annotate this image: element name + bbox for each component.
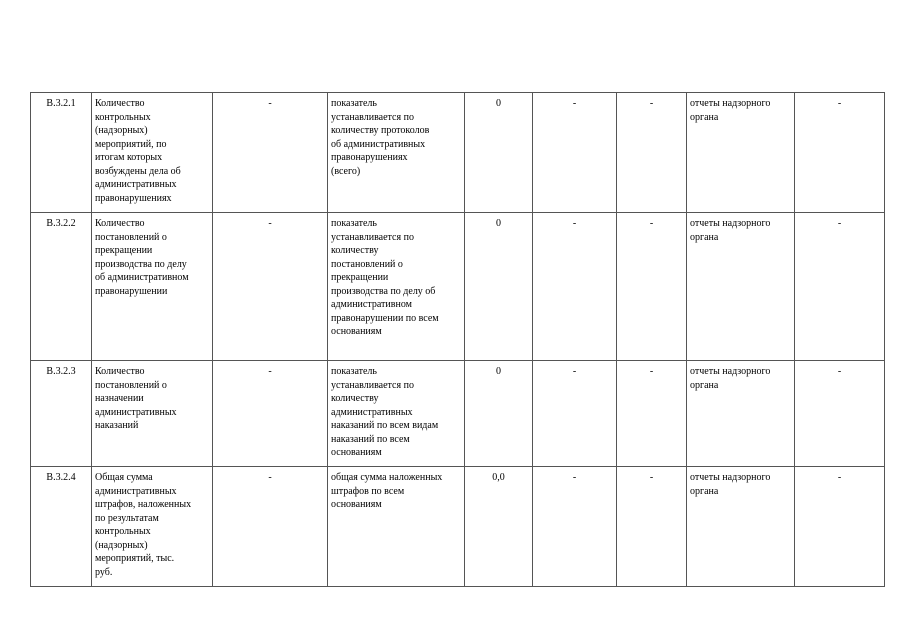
table-cell: - (533, 93, 617, 213)
table-cell: - (533, 213, 617, 361)
indicator-name: Количество постановлений о назначении административных наказаний (92, 361, 213, 467)
table-row (31, 93, 885, 213)
indicator-code: В.3.2.2 (31, 213, 92, 361)
indicator-code: В.3.2.4 (31, 467, 92, 587)
data-source: отчеты надзорного органа (687, 93, 795, 213)
data-source: отчеты надзорного органа (687, 213, 795, 361)
table-cell: - (533, 361, 617, 467)
data-source: отчеты надзорного органа (687, 361, 795, 467)
indicator-value: 0 (465, 361, 533, 467)
table-cell: - (617, 93, 687, 213)
table-row (31, 467, 885, 587)
calculation-method: показатель устанавливается по количеству постановлений о прекращении производства по делу об административном правонарушении по всем основаниям (328, 213, 465, 361)
table-cell: - (617, 213, 687, 361)
indicator-value: 0 (465, 93, 533, 213)
table-cell: - (213, 93, 328, 213)
indicator-name: Количество постановлений о прекращении производства по делу об административном правонарушении (92, 213, 213, 361)
calculation-method: показатель устанавливается по количеству протоколов об административных правонарушениях (всего) (328, 93, 465, 213)
table-cell: - (533, 467, 617, 587)
table-cell: - (213, 467, 328, 587)
table-row (31, 361, 885, 467)
table-cell: - (795, 467, 885, 587)
calculation-method: общая сумма наложенных штрафов по всем основаниям (328, 467, 465, 587)
indicator-name: Количество контрольных (надзорных) мероприятий, по итогам которых возбуждены дела об административных правонарушениях (92, 93, 213, 213)
table-cell: - (795, 213, 885, 361)
table-cell: - (617, 467, 687, 587)
calculation-method: показатель устанавливается по количеству административных наказаний по всем видам наказаний по всем основаниям (328, 361, 465, 467)
indicators-table (30, 92, 885, 587)
indicator-value: 0 (465, 213, 533, 361)
table-cell: - (213, 361, 328, 467)
table-cell: - (795, 93, 885, 213)
indicator-name: Общая сумма административных штрафов, наложенных по результатам контрольных (надзорных) мероприятий, тыс. руб. (92, 467, 213, 587)
data-source: отчеты надзорного органа (687, 467, 795, 587)
table-cell: - (617, 361, 687, 467)
table-cell: - (795, 361, 885, 467)
indicator-code: В.3.2.1 (31, 93, 92, 213)
indicator-value: 0,0 (465, 467, 533, 587)
indicator-code: В.3.2.3 (31, 361, 92, 467)
table-cell: - (213, 213, 328, 361)
table-row (31, 213, 885, 361)
